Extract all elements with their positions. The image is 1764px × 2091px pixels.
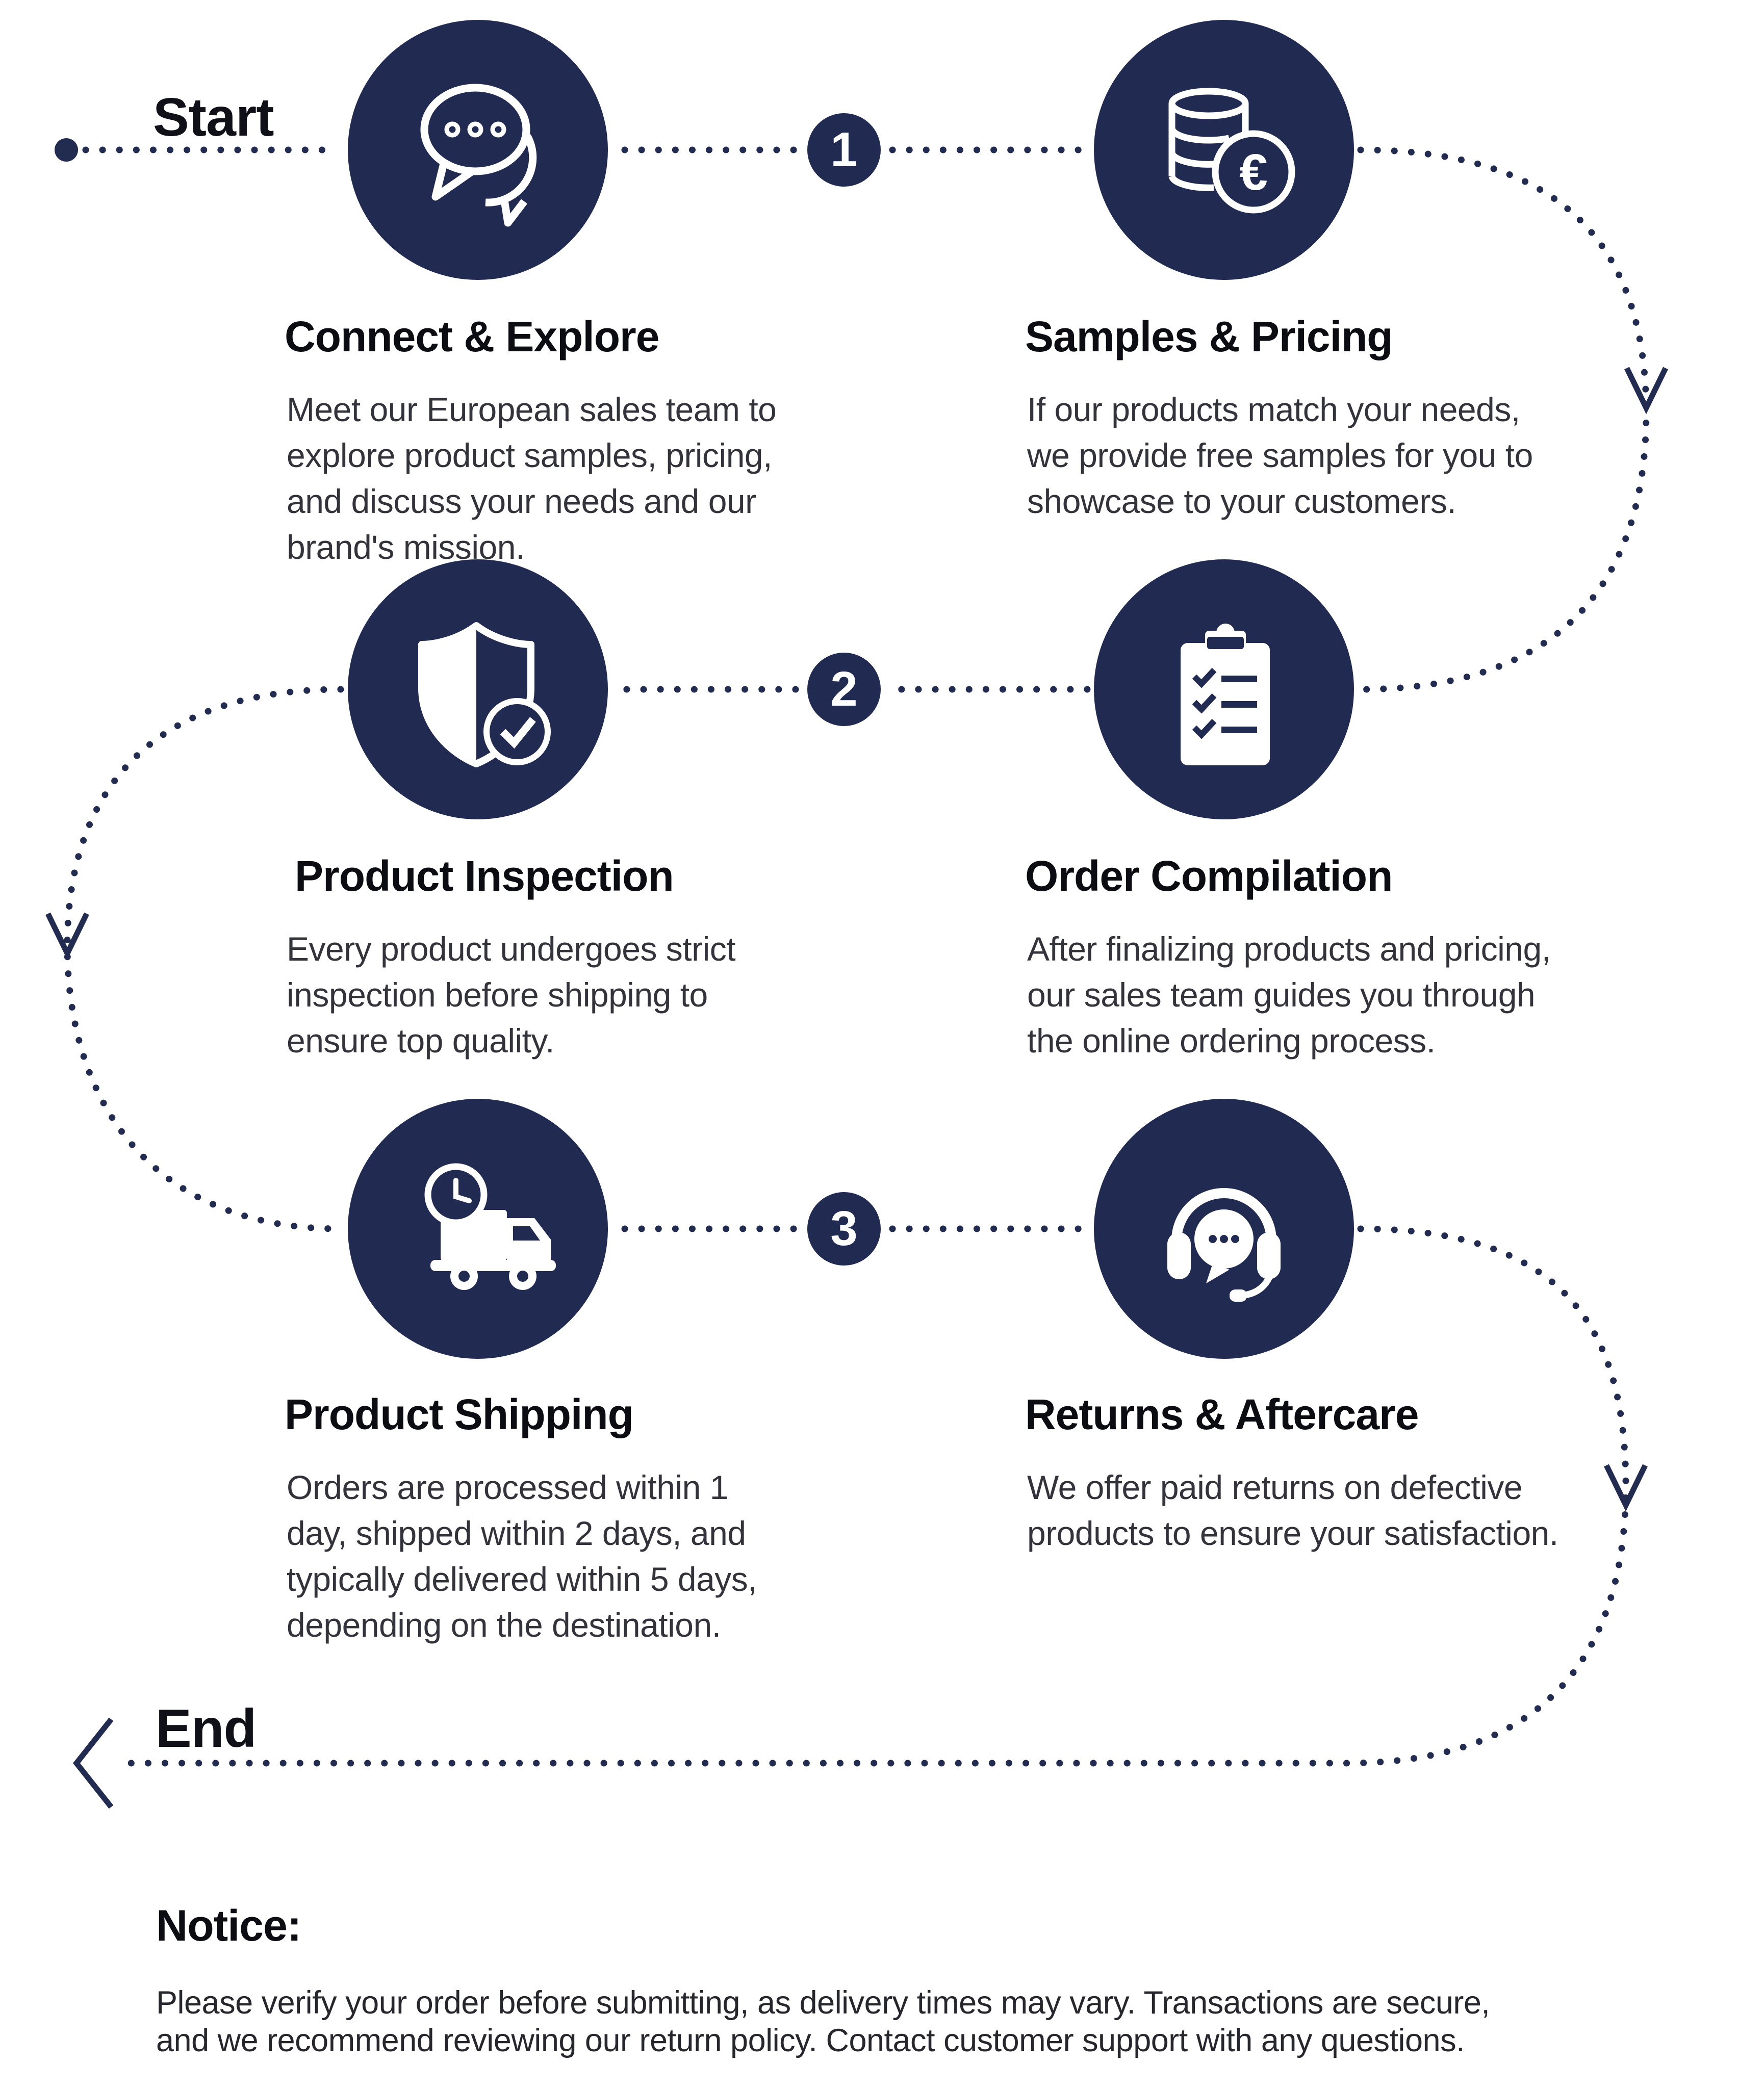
- arrow-down-icon: [1606, 1465, 1645, 1505]
- step3-description: Every product undergoes strict inspection before shipping to ensure top quality.: [287, 930, 736, 1060]
- headset-support-icon: [1145, 1150, 1303, 1308]
- step2-circle: [1094, 20, 1354, 280]
- notice-heading: Notice:: [156, 1901, 301, 1950]
- step4-title: Order Compilation: [1025, 852, 1393, 900]
- step5-description: Orders are processed within 1 day, shipped within 2 days, and typically delivered within 5 days, depending on the destination.: [287, 1468, 757, 1644]
- step6-title: Returns & Aftercare: [1025, 1390, 1419, 1438]
- step4-circle: [1094, 559, 1354, 819]
- coins-euro-icon: [1145, 71, 1303, 229]
- end-label: End: [156, 1698, 257, 1759]
- step5-circle: [348, 1099, 608, 1359]
- shield-check-icon: [399, 610, 557, 768]
- start-dot: [55, 138, 78, 162]
- step1-title: Connect & Explore: [285, 313, 659, 360]
- svg-text:€: €: [1239, 144, 1268, 201]
- arrow-down-icon: [48, 914, 87, 953]
- notice-line: Please verify your order before submitting, as delivery times may vary. Transactions are secure,: [156, 1985, 1490, 2021]
- start-label: Start: [153, 87, 274, 147]
- step-number-badge-1: 1: [807, 113, 881, 187]
- step6-description: We offer paid returns on defective products to ensure your satisfaction.: [1027, 1468, 1558, 1552]
- step4-description: After finalizing products and pricing, our sales team guides you through the online ordering process.: [1027, 930, 1551, 1060]
- clipboard-checklist-icon: [1145, 610, 1303, 768]
- step6-circle: [1094, 1099, 1354, 1359]
- truck-clock-icon: [399, 1150, 557, 1308]
- step3-title: Product Inspection: [295, 852, 674, 900]
- notice-line: and we recommend reviewing our return policy. Contact customer support with any questions.: [156, 2023, 1465, 2058]
- step-number-badge-2: 2: [807, 653, 881, 726]
- step1-description: Meet our European sales team to explore product samples, pricing, and discuss your needs and our brand's mission.: [287, 391, 777, 566]
- step-number-badge-3: 3: [807, 1192, 881, 1266]
- step5-title: Product Shipping: [285, 1390, 633, 1438]
- step2-description: If our products match your needs, we provide free samples for you to showcase to your customers.: [1027, 391, 1533, 520]
- arrow-left-icon: [76, 1719, 111, 1807]
- step1-circle: [348, 20, 608, 280]
- step2-title: Samples & Pricing: [1025, 313, 1393, 360]
- chat-bubbles-icon: [399, 71, 557, 229]
- step3-circle: [348, 559, 608, 819]
